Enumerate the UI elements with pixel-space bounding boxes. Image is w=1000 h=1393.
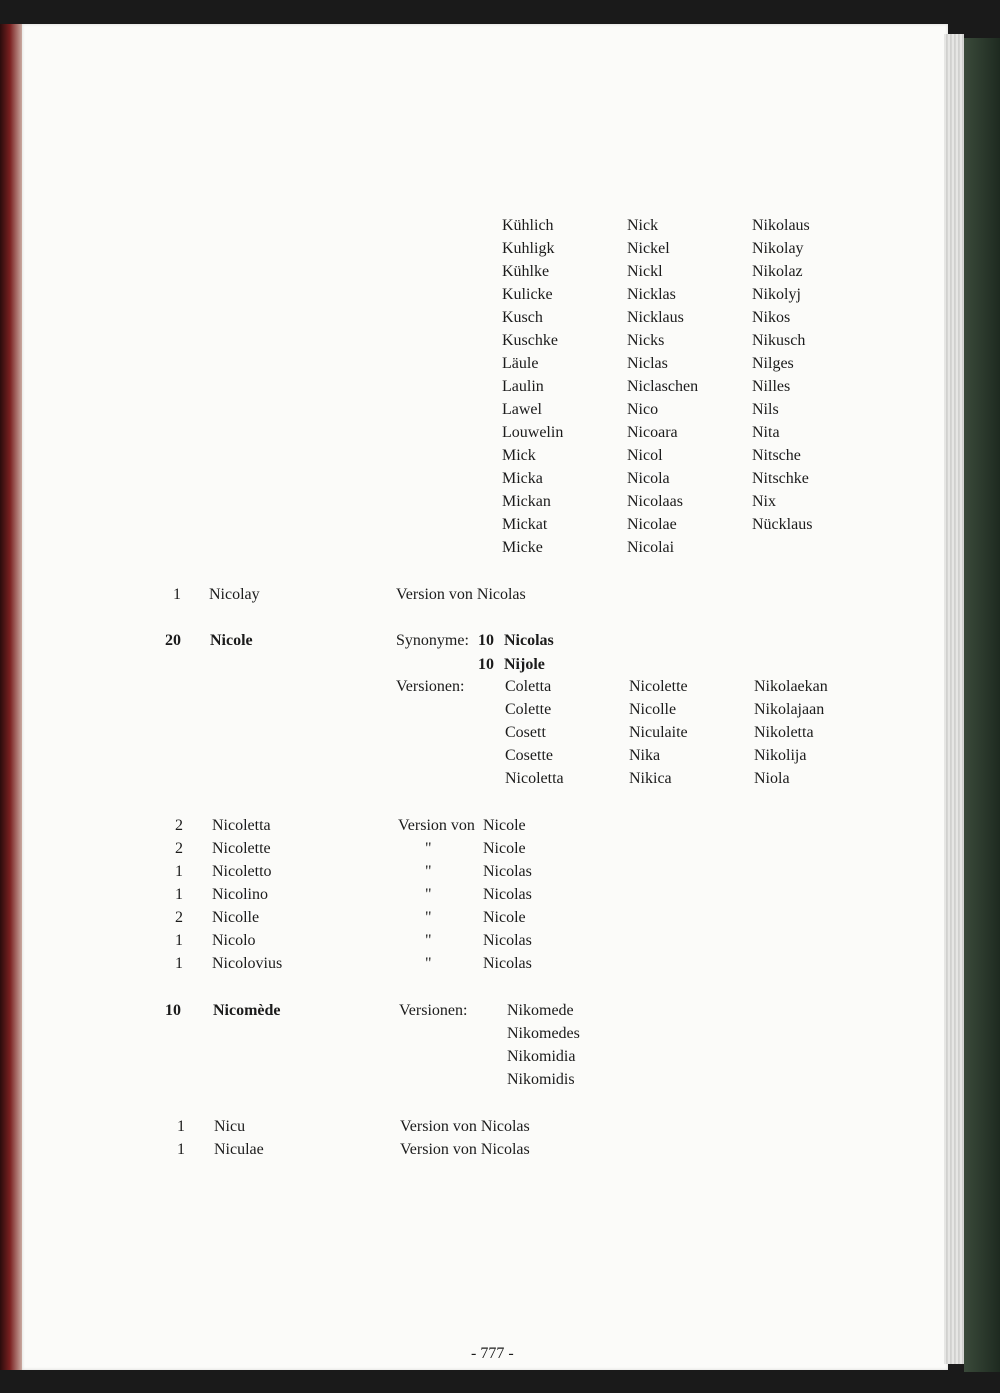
name-version: Nickl xyxy=(627,263,663,280)
ditto-mark: " xyxy=(425,886,432,903)
entry-reference: Nicolas xyxy=(483,863,532,880)
entry-count: 2 xyxy=(175,840,183,857)
name-version: Mick xyxy=(502,447,536,464)
entry-name: Nicolino xyxy=(212,886,268,903)
name-version: Nicolaas xyxy=(627,493,683,510)
entry-description: Version von Nicolas xyxy=(396,586,526,603)
synonym-name: Nicolas xyxy=(504,632,554,649)
name-version: Nikos xyxy=(752,309,791,326)
entry-count: 1 xyxy=(175,863,183,880)
name-version: Nikolaz xyxy=(752,263,803,280)
name-version: Nitschke xyxy=(752,470,809,487)
name-version: Kuschke xyxy=(502,332,558,349)
name-version: Nikolyj xyxy=(752,286,801,303)
entry-name: Nicole xyxy=(210,632,253,649)
synonym-name: Nijole xyxy=(504,656,545,673)
entry-count: 1 xyxy=(177,1141,185,1158)
name-version: Nicolle xyxy=(629,701,677,718)
versions-label: Versionen: xyxy=(399,1002,468,1019)
name-version: Nika xyxy=(629,747,661,764)
ditto-mark: " xyxy=(425,840,432,857)
name-version: Nikusch xyxy=(752,332,806,349)
name-version: Coletta xyxy=(505,678,552,695)
synonyms-label: Synonyme: xyxy=(396,632,469,649)
name-version: Nicoletta xyxy=(505,770,564,787)
name-version: Nücklaus xyxy=(752,516,813,533)
name-version: Nicklas xyxy=(627,286,676,303)
entry-count: 1 xyxy=(177,1118,185,1135)
name-version: Nikomidis xyxy=(507,1071,575,1088)
page-number: - 777 - xyxy=(471,1345,514,1362)
name-version: Nikica xyxy=(629,770,672,787)
name-version: Mickat xyxy=(502,516,548,533)
name-version: Colette xyxy=(505,701,552,718)
name-version: Nitsche xyxy=(752,447,801,464)
entry-count: 20 xyxy=(165,632,181,649)
name-version: Kusch xyxy=(502,309,543,326)
entry-reference: Nicole xyxy=(483,840,526,857)
name-version: Kühlke xyxy=(502,263,550,280)
entry-count: 2 xyxy=(175,817,183,834)
name-version: Cosette xyxy=(505,747,553,764)
name-version: Nicolette xyxy=(629,678,688,695)
name-version: Nikolija xyxy=(754,747,807,764)
name-version: Nico xyxy=(627,401,659,418)
name-version: Nils xyxy=(752,401,779,418)
name-version: Nicks xyxy=(627,332,665,349)
name-version: Nikolay xyxy=(752,240,804,257)
name-version: Nikolaekan xyxy=(754,678,828,695)
name-version: Nikolajaan xyxy=(754,701,825,718)
synonym-count: 10 xyxy=(478,632,494,649)
entry-count: 10 xyxy=(165,1002,181,1019)
versions-label: Versionen: xyxy=(396,678,465,695)
name-version: Niclaschen xyxy=(627,378,699,395)
name-version: Nicolai xyxy=(627,539,675,556)
name-version: Nicklaus xyxy=(627,309,684,326)
name-version: Nicoara xyxy=(627,424,678,441)
entry-count: 1 xyxy=(175,932,183,949)
entry-count: 1 xyxy=(175,886,183,903)
entry-name: Niculae xyxy=(214,1141,264,1158)
name-version: Kühlich xyxy=(502,217,554,234)
name-version: Nicol xyxy=(627,447,663,464)
entry-reference: Nicolas xyxy=(483,955,532,972)
entry-name: Nicolay xyxy=(209,586,260,603)
ditto-mark: " xyxy=(425,863,432,880)
name-version: Nilges xyxy=(752,355,794,372)
entry-name: Nicolo xyxy=(212,932,256,949)
name-version: Nikoletta xyxy=(754,724,814,741)
name-version: Kulicke xyxy=(502,286,553,303)
entry-description: Version von Nicolas xyxy=(400,1118,530,1135)
entry-count: 2 xyxy=(175,909,183,926)
name-version: Nikomidia xyxy=(507,1048,576,1065)
name-version: Nita xyxy=(752,424,780,441)
ditto-mark: " xyxy=(425,932,432,949)
entry-prefix: Version von xyxy=(398,817,475,834)
book-spine xyxy=(0,24,22,1370)
entry-name: Nicoletto xyxy=(212,863,272,880)
name-version: Laulin xyxy=(502,378,544,395)
name-version: Mickan xyxy=(502,493,551,510)
name-version: Micka xyxy=(502,470,543,487)
name-version: Niola xyxy=(754,770,790,787)
entry-reference: Nicolas xyxy=(483,886,532,903)
name-version: Micke xyxy=(502,539,543,556)
entry-name: Nicu xyxy=(214,1118,246,1135)
name-version: Nicola xyxy=(627,470,670,487)
name-version: Nick xyxy=(627,217,659,234)
entry-name: Nicolette xyxy=(212,840,271,857)
name-version: Nikomedes xyxy=(507,1025,580,1042)
entry-name: Nicolle xyxy=(212,909,260,926)
name-version: Läule xyxy=(502,355,539,372)
entry-name: Nicolovius xyxy=(212,955,283,972)
name-version: Nickel xyxy=(627,240,670,257)
page-edges xyxy=(944,34,964,1364)
name-version: Nikolaus xyxy=(752,217,810,234)
name-version: Niclas xyxy=(627,355,668,372)
entry-name: Nicomède xyxy=(213,1002,281,1019)
name-version: Nikomede xyxy=(507,1002,574,1019)
entry-reference: Nicole xyxy=(483,909,526,926)
name-version: Kuhligk xyxy=(502,240,555,257)
name-version: Nilles xyxy=(752,378,791,395)
book-cover-edge xyxy=(964,38,1000,1372)
entry-reference: Nicole xyxy=(483,817,526,834)
name-version: Niculaite xyxy=(629,724,688,741)
entry-name: Nicoletta xyxy=(212,817,271,834)
name-version: Nix xyxy=(752,493,776,510)
entry-description: Version von Nicolas xyxy=(400,1141,530,1158)
entry-count: 1 xyxy=(173,586,181,603)
name-version: Nicolae xyxy=(627,516,677,533)
name-version: Lawel xyxy=(502,401,542,418)
entry-count: 1 xyxy=(175,955,183,972)
ditto-mark: " xyxy=(425,955,432,972)
ditto-mark: " xyxy=(425,909,432,926)
entry-reference: Nicolas xyxy=(483,932,532,949)
synonym-count: 10 xyxy=(478,656,494,673)
name-version: Cosett xyxy=(505,724,546,741)
name-version: Louwelin xyxy=(502,424,564,441)
